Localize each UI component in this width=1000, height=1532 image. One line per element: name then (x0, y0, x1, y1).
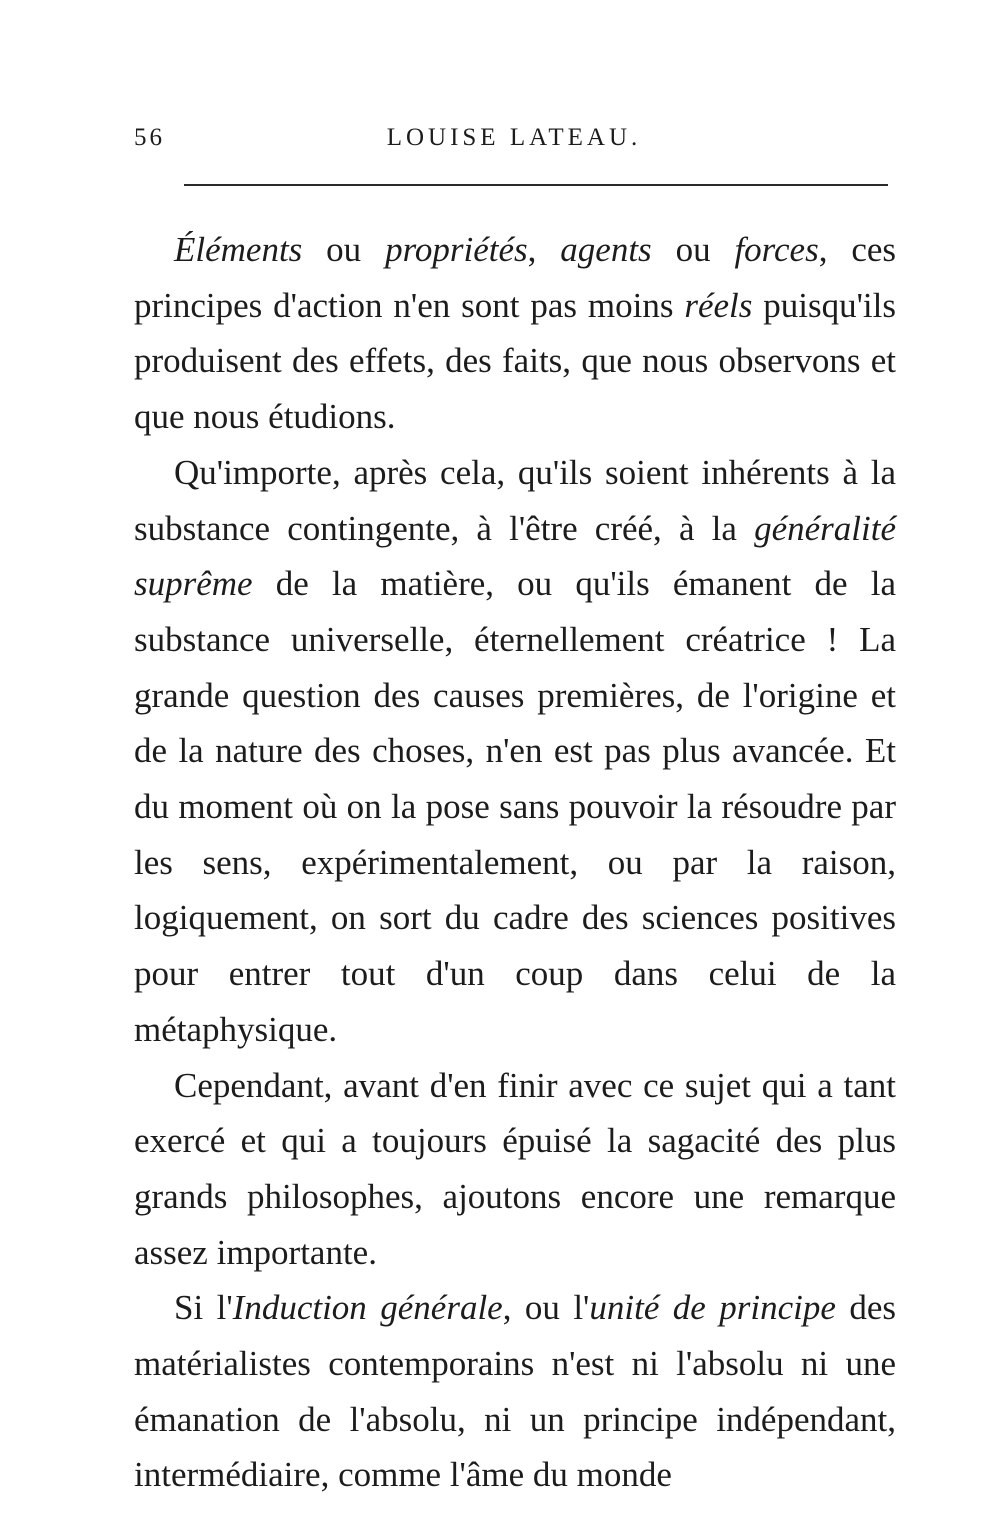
text-run: , ces principes d'action n'en sont pas moins (134, 230, 897, 325)
text-run: , (527, 230, 561, 269)
italic-text-run: Induction générale (232, 1288, 503, 1328)
text-run: , ou l' (502, 1288, 590, 1328)
italic-text-run: forces (734, 230, 819, 269)
paragraph (134, 445, 896, 1058)
text-run: ou (302, 230, 386, 269)
paragraph (134, 1280, 896, 1503)
text-run: Cependant, avant d'en finir avec ce sujet qui a tant exercé et qui a toujours épuisé la sagacité des plus grands philosophes, ajoutons encore une remarque assez importante. (134, 1065, 896, 1272)
page-number: 56 (134, 124, 165, 151)
paragraph (134, 222, 896, 445)
text-run: des matérialistes contemporains n'est ni l'absolu ni une émanation de l'absolu, ni un principe indépendant, intermédiaire, comme l'âme du monde (134, 1288, 897, 1495)
italic-text-run: réels (684, 285, 753, 325)
text-run: ou (651, 230, 735, 269)
italic-text-run: propriétés (385, 230, 528, 269)
text-run: Qu'importe, après cela, qu'ils soient inhérents à la substance contingente, à l'être créé, à la (134, 452, 896, 548)
text-run: puisqu'ils produisent des effets, des faits, que nous observons et que nous étudions. (134, 285, 896, 437)
body-text (134, 222, 896, 1503)
header-rule (184, 184, 888, 186)
running-title: LOUISE LATEAU. (386, 124, 642, 151)
paragraph (134, 1058, 896, 1281)
text-run: de la matière, ou qu'ils émanent de la substance universelle, éternellement créatrice ! La grande question des causes premières, de l'origine et de la nature des choses, n'en est pas plus avancée. Et du moment où on la pose sans pouvoir la résoudre par les sens, expérimentalement, ou par la raison, logiquement, on sort du cadre des sciences positives pour entrer tout d'un coup dans celui de la métaphysique. (134, 564, 896, 1049)
italic-text-run: Éléments (174, 230, 303, 269)
running-head (134, 118, 894, 158)
text-run: Si l' (174, 1288, 233, 1328)
italic-text-run: agents (560, 230, 652, 269)
italic-text-run: unité de principe (589, 1288, 836, 1328)
italic-text-run: généralité suprême (134, 508, 896, 604)
